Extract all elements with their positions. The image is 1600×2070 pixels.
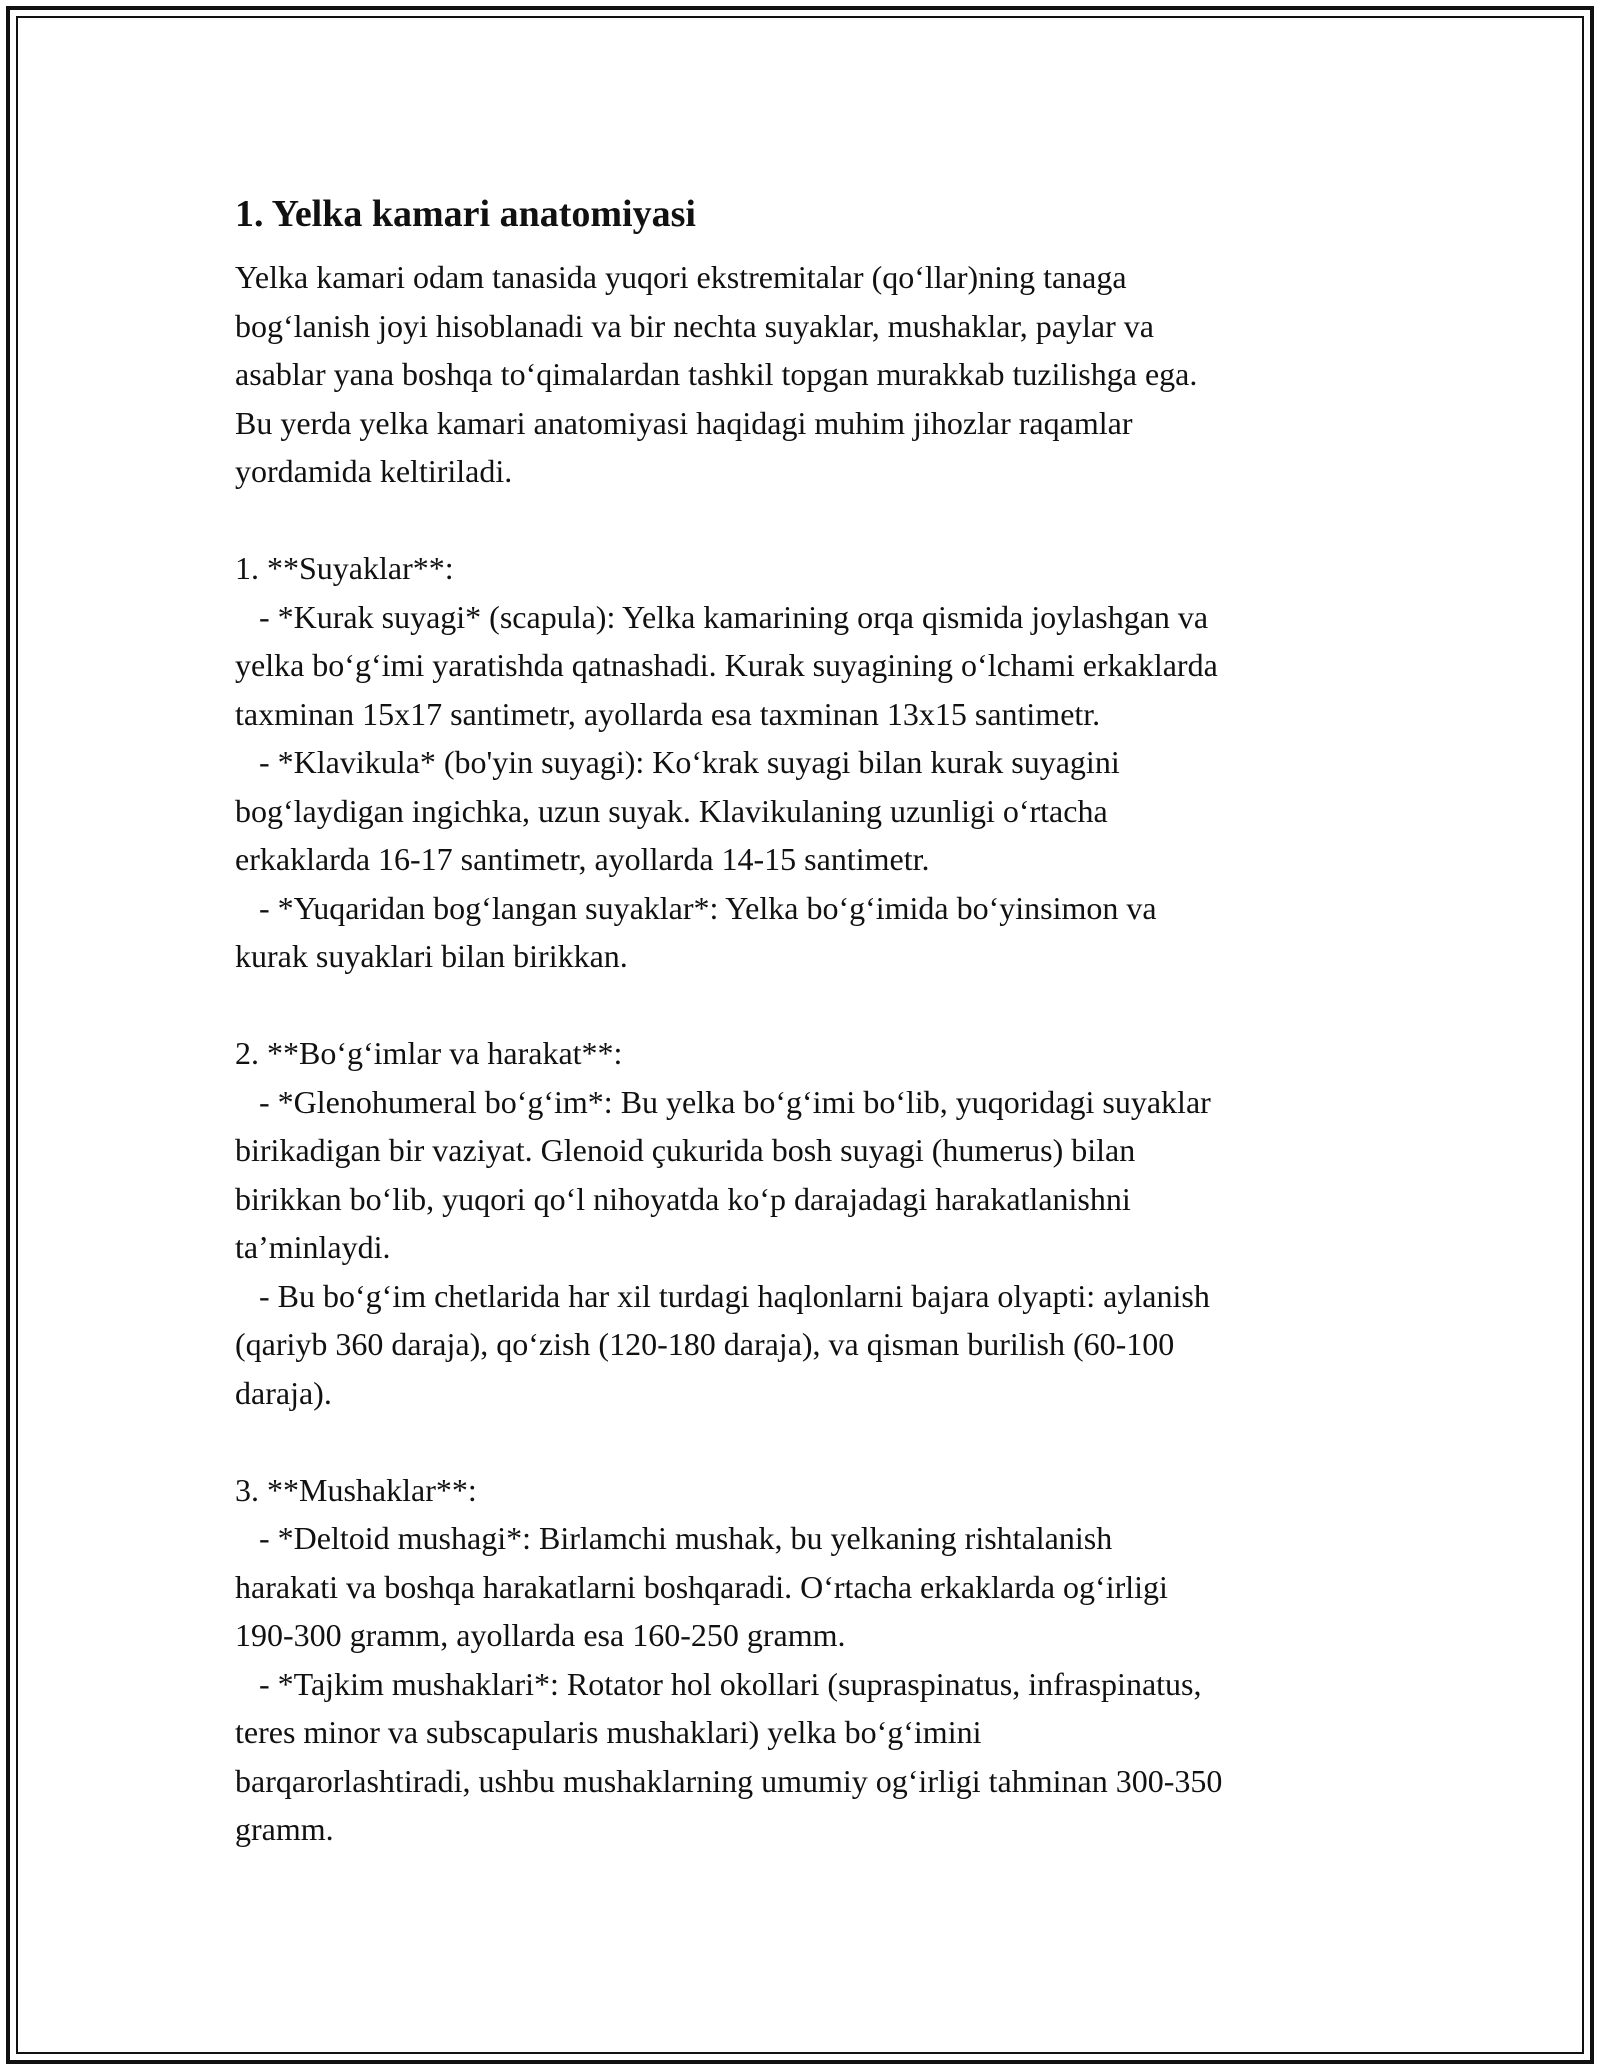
text-line: taxminan 15x17 santimetr, ayollarda esa taxminan 13x15 santimetr. [235, 695, 1101, 732]
text-line: asablar yana boshqa to‘qimalardan tashkil topgan murakkab tuzilishga ega. [235, 356, 1198, 392]
text-line: yordamida keltiriladi. [235, 453, 513, 489]
text-line: daraja). [235, 1374, 332, 1411]
text-line: (qariyb 360 daraja), qo‘zish (120-180 daraja), va qisman burilish (60-100 [235, 1326, 1175, 1362]
list-item-first-line: - *Yuqaridan bog‘langan suyaklar*: Yelka bo‘g‘imida bo‘yinsimon va [235, 889, 1157, 926]
text-line: yelka bo‘g‘imi yaratishda qatnashadi. Kurak suyagining o‘lchami erkaklarda [235, 647, 1218, 683]
text-line: birikadigan bir vaziyat. Glenoid çukurida bosh suyagi (humerus) bilan [235, 1132, 1136, 1168]
text-line: bog‘laydigan ingichka, uzun suyak. Klavikulaning uzunligi o‘rtacha [235, 792, 1108, 829]
text-line: ta’minlaydi. [235, 1229, 391, 1265]
list-item [235, 1660, 1385, 1854]
intro-paragraph [235, 253, 1385, 496]
text-line: teres minor va subscapularis mushaklari) yelka bo‘g‘imini [235, 1714, 982, 1750]
text-line: Yelka kamari odam tanasida yuqori ekstremitalar (qo‘llar)ning tanaga [235, 259, 1127, 295]
list-item [235, 1514, 1385, 1660]
section-suyaklar [235, 544, 1385, 981]
list-item [235, 738, 1385, 884]
document-body [235, 185, 1385, 1854]
spacer [235, 496, 1385, 545]
text-line: barqarorlashtiradi, ushbu mushaklarning umumiy og‘irligi tahminan 300-350 [235, 1762, 1223, 1799]
text-line: kurak suyaklari bilan birikkan. [235, 938, 628, 974]
text-line: gramm. [235, 1811, 334, 1847]
text-line: erkaklarda 16-17 santimetr, ayollarda 14-15 santimetr. [235, 841, 930, 877]
section-mushaklar [235, 1466, 1385, 1854]
list-item-first-line: - Bu bo‘g‘im chetlarida har xil turdagi haqlonlarni bajara olyapti: aylanish [235, 1277, 1210, 1314]
text-line: 190-300 gramm, ayollarda esa 160-250 gramm. [235, 1617, 846, 1653]
list-item-first-line: - *Tajkim mushaklari*: Rotator hol okollari (supraspinatus, infraspinatus, [235, 1665, 1202, 1702]
list-item-first-line: - *Klavikula* (bo'yin suyagi): Ko‘krak suyagi bilan kurak suyagini [235, 744, 1120, 780]
text-line: birikkan bo‘lib, yuqori qo‘l nihoyatda ko‘p darajadagi harakatlanishni [235, 1180, 1131, 1217]
page-title: 1. Yelka kamari anatomiyasi [235, 193, 696, 235]
text-line: harakati va boshqa harakatlarni boshqaradi. O‘rtacha erkaklarda og‘irligi [235, 1568, 1168, 1605]
spacer [235, 1417, 1385, 1466]
text-line: Bu yerda yelka kamari anatomiyasi haqidagi muhim jihozlar raqamlar [235, 404, 1133, 441]
list-item-first-line: - *Deltoid mushagi*: Birlamchi mushak, bu yelkaning rishtalanish [235, 1520, 1113, 1556]
spacer [235, 981, 1385, 1030]
section-heading: 3. **Mushaklar**: [235, 1471, 477, 1508]
list-item [235, 1078, 1385, 1272]
list-item-first-line: - *Kurak suyagi* (scapula): Yelka kamarining orqa qismida joylashgan va [235, 598, 1209, 635]
text-line: bog‘lanish joyi hisoblanadi va bir nechta suyaklar, mushaklar, paylar va [235, 307, 1154, 344]
section-bogimlar [235, 1029, 1385, 1417]
section-heading: 2. **Bo‘g‘imlar va harakat**: [235, 1035, 623, 1071]
list-item-first-line: - *Glenohumeral bo‘g‘im*: Bu yelka bo‘g‘imi bo‘lib, yuqoridagi suyaklar [235, 1083, 1211, 1120]
list-item [235, 884, 1385, 981]
list-item [235, 1272, 1385, 1418]
list-item [235, 593, 1385, 739]
section-heading: 1. **Suyaklar**: [235, 550, 454, 586]
